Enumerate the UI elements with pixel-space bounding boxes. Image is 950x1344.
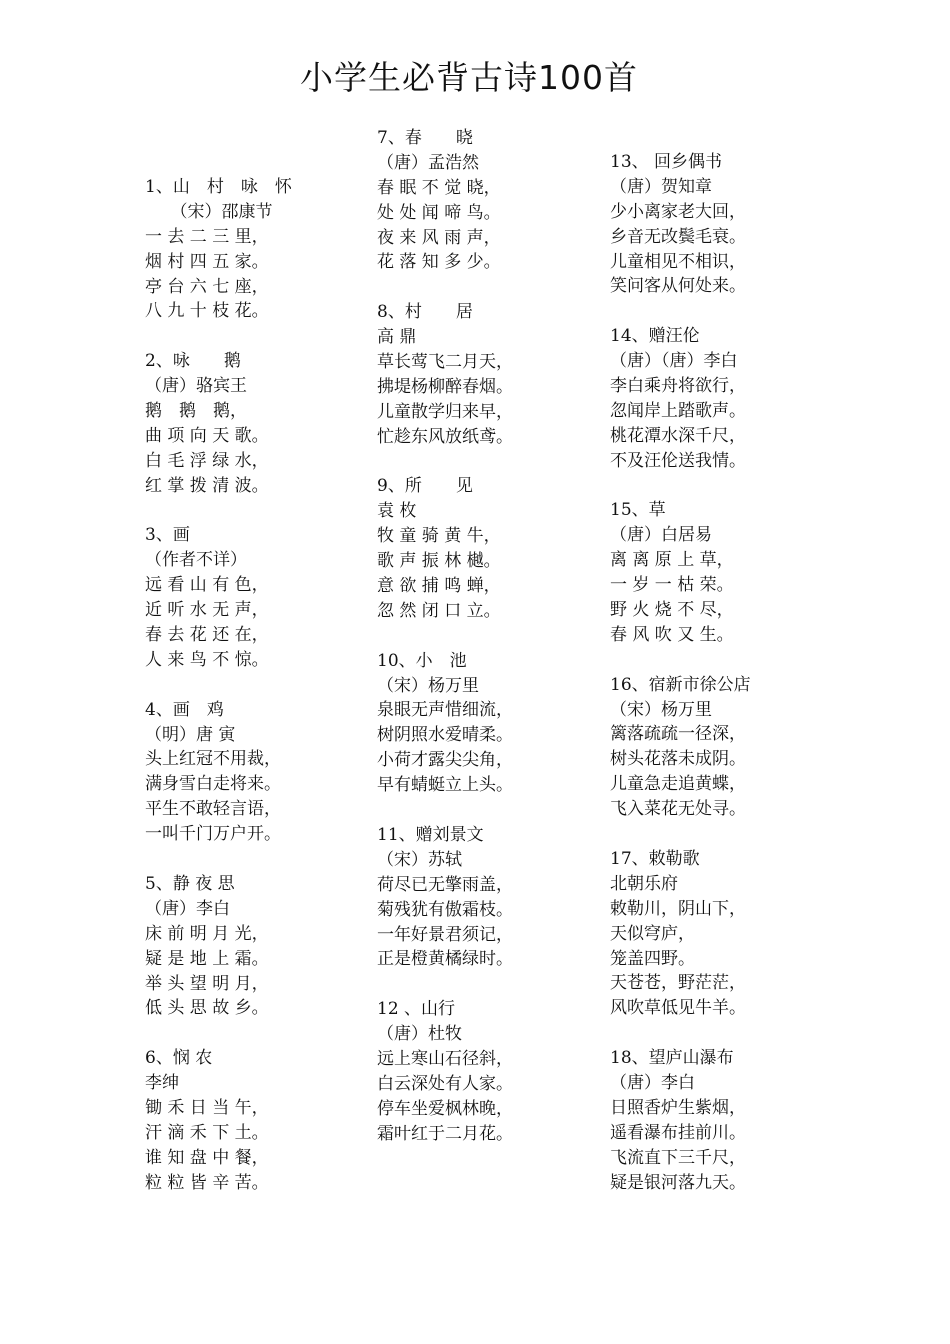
- poem-line: 18、望庐山瀑布: [610, 1048, 734, 1069]
- poem-line: 2、咏 鹅: [145, 351, 241, 372]
- poem-line: 曲 项 向 天 歌。: [145, 425, 269, 446]
- poem-line: （唐）孟浩然: [377, 152, 479, 173]
- poem-line: 13、 回乡偶书: [610, 152, 723, 172]
- poem-line: 儿童急走追黄蝶，: [610, 774, 746, 795]
- poem-line: 拂堤杨柳醉春烟。: [377, 376, 513, 397]
- poem-line: 头上红冠不用裁，: [145, 749, 281, 770]
- poem-line: 近 听 水 无 声，: [145, 600, 269, 621]
- poem-line: 平生不敢轻言语，: [145, 799, 281, 820]
- poem-line: 不及汪伦送我情。: [610, 450, 746, 471]
- poem-line: 北朝乐府: [610, 873, 678, 894]
- poem-line: 早有蜻蜓立上头。: [377, 775, 513, 796]
- blank-line: [145, 1021, 365, 1046]
- poem-line: 粒 粒 皆 辛 苦。: [145, 1172, 269, 1193]
- blank-line: [145, 499, 365, 524]
- blank-line: [377, 972, 597, 997]
- poem-line: 14、赠汪伦: [610, 326, 700, 347]
- poem-line: 夜 来 风 雨 声，: [377, 227, 501, 248]
- poem-line: 高 鼎: [377, 327, 417, 348]
- poem-line: （唐）（唐）李白: [610, 351, 738, 372]
- blank-line: [610, 648, 830, 673]
- poem-line: 17、敕勒歌: [610, 848, 700, 869]
- poem-line: 霜叶红于二月花。: [377, 1123, 513, 1144]
- poem-line: 8、村 居: [377, 302, 473, 323]
- poem-line: 歌 声 振 林 樾。: [377, 551, 501, 572]
- poem-line: 忽闻岸上踏歌声。: [610, 400, 746, 421]
- poem-line: 李绅: [145, 1073, 179, 1094]
- poem-line: 一叫千门万户开。: [145, 824, 281, 845]
- poem-line: 春 风 吹 又 生。: [610, 624, 734, 645]
- poem-line: 一 岁 一 枯 荣。: [610, 575, 734, 596]
- poem-line: 16、宿新市徐公店: [610, 674, 751, 695]
- poem-line: 一 去 二 三 里，: [145, 226, 269, 247]
- poem-line: 7、春 晓: [377, 128, 473, 148]
- poem-line: 荷尽已无擎雨盖，: [377, 874, 513, 895]
- poem-line: 遥看瀑布挂前川。: [610, 1122, 746, 1143]
- poem-line: 八 九 十 枝 花。: [145, 301, 269, 322]
- poem-line: 花 落 知 多 少。: [377, 252, 501, 273]
- poem-line: 忽 然 闭 口 立。: [377, 600, 501, 621]
- poem-line: 疑是银河落九天。: [610, 1172, 746, 1193]
- poem-line: 离 离 原 上 草，: [610, 550, 734, 571]
- poem-line: 春 去 花 还 在，: [145, 625, 269, 646]
- poem-line: （明）唐 寅: [145, 724, 236, 745]
- poem-column-2: [377, 126, 597, 1147]
- poem-line: （唐）白居易: [610, 525, 712, 546]
- poem-line: 小荷才露尖尖角，: [377, 750, 513, 771]
- poem-line: （宋）杨万里: [377, 675, 479, 696]
- poem-line: 天苍苍，野茫茫，: [610, 973, 746, 994]
- poem-line: 天似穹庐，: [610, 923, 695, 944]
- poem-line: 正是橙黄橘绿时。: [377, 949, 513, 970]
- poem-line: 烟 村 四 五 家。: [145, 251, 269, 272]
- poem-line: 亭 台 六 七 座，: [145, 276, 269, 297]
- poem-line: 15、草: [610, 500, 666, 521]
- poem-line: 4、画 鸡: [145, 699, 224, 720]
- poem-line: 春 眠 不 觉 晓，: [377, 177, 501, 198]
- poem-line: 树阴照水爱晴柔。: [377, 725, 513, 746]
- poem-line: 红 掌 拨 清 波。: [145, 475, 269, 496]
- poem-column-3: [610, 150, 830, 1195]
- poem-line: 树头花落未成阴。: [610, 749, 746, 770]
- poem-line: 人 来 鸟 不 惊。: [145, 649, 269, 670]
- poem-line: （宋）邵康节: [145, 201, 273, 222]
- poem-line: 日照香炉生紫烟，: [610, 1097, 746, 1118]
- poem-line: 停车坐爱枫林晚，: [377, 1098, 513, 1119]
- poem-line: 低 头 思 故 乡。: [145, 998, 269, 1019]
- poem-line: 锄 禾 日 当 午，: [145, 1097, 269, 1118]
- poem-line: 敕勒川，阴山下，: [610, 898, 746, 919]
- poem-line: 12 、山行: [377, 999, 456, 1020]
- poem-line: 处 处 闻 啼 鸟。: [377, 202, 501, 223]
- poem-line: 菊残犹有傲霜枝。: [377, 899, 513, 920]
- poem-line: 白 毛 浮 绿 水，: [145, 450, 269, 471]
- poem-line: （唐）李白: [145, 898, 230, 919]
- poem-line: 笼盖四野。: [610, 948, 695, 969]
- poem-line: 袁 枚: [377, 501, 417, 522]
- poem-line: 1、山 村 咏 怀: [145, 177, 292, 197]
- poem-line: （唐）杜牧: [377, 1024, 462, 1045]
- poem-line: 鹅 鹅 鹅，: [145, 401, 247, 422]
- poem-line: 9、所 见: [377, 476, 473, 497]
- poem-line: 疑 是 地 上 霜。: [145, 948, 269, 969]
- poem-line: 风吹草低见牛羊。: [610, 998, 746, 1019]
- poem-line: 牧 童 骑 黄 牛，: [377, 526, 501, 547]
- blank-line: [145, 673, 365, 698]
- poem-line: 篱落疏疏一径深，: [610, 724, 746, 745]
- poem-line: 举 头 望 明 月，: [145, 973, 269, 994]
- poem-line: 野 火 烧 不 尽，: [610, 600, 734, 621]
- poem-line: 儿童相见不相识，: [610, 251, 746, 272]
- poem-line: 汗 滴 禾 下 土。: [145, 1122, 269, 1143]
- poem-line: 一年好景君须记，: [377, 924, 513, 945]
- poem-line: （宋）苏轼: [377, 849, 462, 870]
- poem-line: 草长莺飞二月天，: [377, 352, 513, 373]
- poem-line: 飞入菜花无处寻。: [610, 799, 746, 820]
- page-title: 小学生必背古诗100首: [300, 58, 638, 97]
- poem-column-1: [145, 175, 365, 1196]
- blank-line: [610, 822, 830, 847]
- poem-line: 床 前 明 月 光，: [145, 923, 269, 944]
- poem-line: （唐）贺知章: [610, 176, 712, 197]
- poem-line: （唐）李白: [610, 1072, 695, 1093]
- blank-line: [377, 624, 597, 649]
- poem-line: 少小离家老大回，: [610, 201, 746, 222]
- poem-line: 白云深处有人家。: [377, 1073, 513, 1094]
- poem-line: 谁 知 盘 中 餐，: [145, 1147, 269, 1168]
- blank-line: [377, 798, 597, 823]
- poem-line: 5、静 夜 思: [145, 873, 235, 894]
- poem-line: 李白乘舟将欲行，: [610, 376, 746, 397]
- poem-line: 儿童散学归来早，: [377, 401, 513, 422]
- poem-line: 远 看 山 有 色，: [145, 575, 269, 596]
- poem-line: 10、小 池: [377, 650, 467, 671]
- blank-line: [610, 1021, 830, 1046]
- blank-line: [377, 450, 597, 475]
- poem-line: 忙趁东风放纸鸢。: [377, 426, 513, 447]
- blank-line: [610, 474, 830, 499]
- poem-line: 3、画: [145, 525, 190, 546]
- poem-line: （作者不详）: [145, 550, 247, 571]
- poem-line: 乡音无改鬓毛衰。: [610, 226, 746, 247]
- poem-line: （宋）杨万里: [610, 699, 712, 720]
- poem-line: 远上寒山石径斜，: [377, 1048, 513, 1069]
- poem-line: 笑问客从何处来。: [610, 276, 746, 297]
- poem-line: 6、悯 农: [145, 1048, 213, 1069]
- blank-line: [610, 299, 830, 324]
- poem-line: 11、赠刘景文: [377, 824, 484, 845]
- poem-line: 意 欲 捕 鸣 蝉，: [377, 576, 501, 597]
- blank-line: [145, 324, 365, 349]
- poem-line: （唐）骆宾王: [145, 376, 247, 397]
- poem-line: 飞流直下三千尺，: [610, 1147, 746, 1168]
- poem-line: 满身雪白走将来。: [145, 774, 281, 795]
- blank-line: [145, 847, 365, 872]
- poem-line: 泉眼无声惜细流，: [377, 700, 513, 721]
- blank-line: [377, 275, 597, 300]
- poem-line: 桃花潭水深千尺，: [610, 425, 746, 446]
